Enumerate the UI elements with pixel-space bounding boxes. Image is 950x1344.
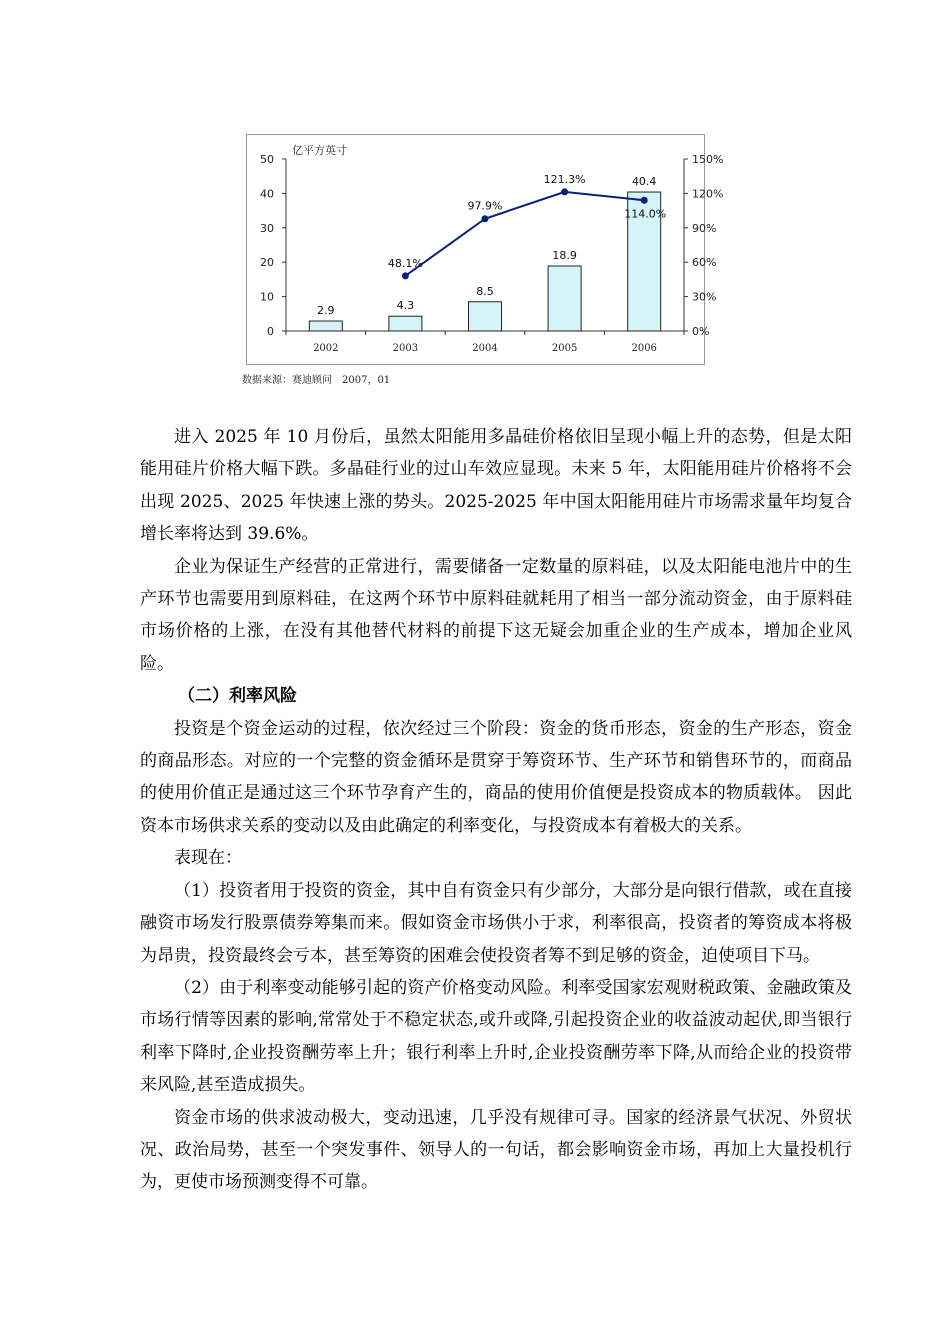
bar-value-label: 2.9 bbox=[317, 304, 335, 318]
x-tick-label: 2005 bbox=[551, 343, 578, 354]
x-tick-label: 2004 bbox=[472, 343, 498, 354]
bar bbox=[309, 321, 342, 331]
chart-container bbox=[246, 134, 724, 365]
paragraph-2: 企业为保证生产经营的正常进行，需要储备一定数量的原料硅，以及太阳能电池片中的生产环节也需要用到原料硅，在这两个环节中原料硅就耗用了相当一部分流动资金，由于原料硅市场价格的上涨，在没有其他替代材料的前提下这无疑会加重企业的生产成本，增加企业风险。 bbox=[140, 556, 852, 674]
document-body bbox=[140, 421, 852, 1199]
right-tick-label: 150% bbox=[692, 153, 724, 166]
paragraph-7: 资金市场的供求波动极大，变动迅速，几乎没有规律可寻。国家的经济景气状况、外贸状况、政治局势，甚至一个突发事件、领导人的一句话，都会影响资金市场，再加上大量投机行为，更使市场预测变得不可靠。 bbox=[140, 1107, 852, 1193]
growth-rate-label: 97.9% bbox=[467, 199, 503, 213]
paragraph-4: 表现在： bbox=[174, 848, 242, 869]
left-tick-label: 0 bbox=[267, 325, 274, 338]
bar bbox=[548, 266, 581, 331]
growth-rate-label: 114.0% bbox=[624, 207, 667, 221]
paragraph-3: 投资是个资金运动的过程，依次经过三个阶段：资金的货币形态，资金的生产形态，资金的商品形态。对应的一个完整的资金循环是贯穿于筹资环节、生产环节和销售环节的，而商品的使用价值正是通过这三个环节孕育产生的，商品的使用价值便是投资成本的物质载体。 因此资本市场供求关系的变动以及由此确定的利率变化，与投资成本有着极大的关系。 bbox=[140, 718, 852, 836]
left-tick-label: 30 bbox=[260, 221, 274, 235]
x-tick-label: 2003 bbox=[392, 343, 419, 354]
x-tick-label: 2002 bbox=[313, 343, 339, 354]
right-tick-label: 0% bbox=[692, 325, 710, 338]
right-tick-label: 30% bbox=[692, 290, 717, 304]
right-tick-label: 90% bbox=[692, 221, 717, 235]
bar bbox=[469, 302, 502, 331]
bar-value-label: 4.3 bbox=[396, 299, 415, 313]
section-heading: （二）利率风险 bbox=[178, 686, 297, 707]
growth-rate-label: 121.3% bbox=[543, 172, 586, 186]
growth-rate-point bbox=[482, 215, 489, 222]
growth-rate-label: 48.1% bbox=[387, 256, 423, 270]
growth-rate-point bbox=[402, 272, 409, 279]
bar-line-chart bbox=[247, 135, 724, 364]
unit-label: 亿平方英寸 bbox=[292, 144, 347, 157]
left-tick-label: 40 bbox=[260, 187, 274, 201]
bar-value-label: 8.5 bbox=[476, 284, 494, 298]
bar-value-label: 18.9 bbox=[552, 248, 577, 262]
paragraph-1: 进入 2025 年 10 月份后，虽然太阳能用多晶硅价格依旧呈现小幅上升的态势，但是太阳能用硅片价格大幅下跌。多晶硅行业的过山车效应显现。未来 5 年，太阳能用硅片价格将不会出现 2025、2025 年快速上涨的势头。2025-2025 年中国太阳能用硅片市场需求量年均复合增长率将达到 39.6%。 bbox=[140, 427, 852, 545]
growth-rate-line bbox=[405, 192, 644, 276]
left-tick-label: 10 bbox=[260, 290, 274, 304]
source-note: 数据来源：赛迪顾问 2007，01 bbox=[242, 375, 391, 386]
right-tick-label: 60% bbox=[692, 256, 717, 270]
x-tick-label: 2006 bbox=[631, 343, 657, 354]
bar bbox=[389, 316, 422, 331]
growth-rate-point bbox=[561, 188, 568, 195]
bar-value-label: 40.4 bbox=[631, 175, 657, 189]
left-tick-label: 20 bbox=[260, 256, 274, 270]
left-tick-label: 50 bbox=[260, 153, 274, 166]
paragraph-5: （1）投资者用于投资的资金，其中自有资金只有少部分，大部分是向银行借款，或在直接融资市场发行股票债券筹集而来。假如资金市场供小于求，利率很高，投资者的筹资成本将极为昂贵，投资最终会亏本，甚至筹资的困难会使投资者筹不到足够的资金，迫使项目下马。 bbox=[140, 880, 852, 966]
growth-rate-point bbox=[641, 197, 648, 204]
right-tick-label: 120% bbox=[692, 187, 724, 201]
paragraph-6: （2）由于利率变动能够引起的资产价格变动风险。利率受国家宏观财税政策、金融政策及市场行情等因素的影响,常常处于不稳定状态,或升或降,引起投资企业的收益波动起伏,即当银行利率下降时,企业投资酬劳率上升；银行利率上升时,企业投资酬劳率下降,从而给企业的投资带来风险,甚至造成损失。 bbox=[140, 977, 852, 1096]
